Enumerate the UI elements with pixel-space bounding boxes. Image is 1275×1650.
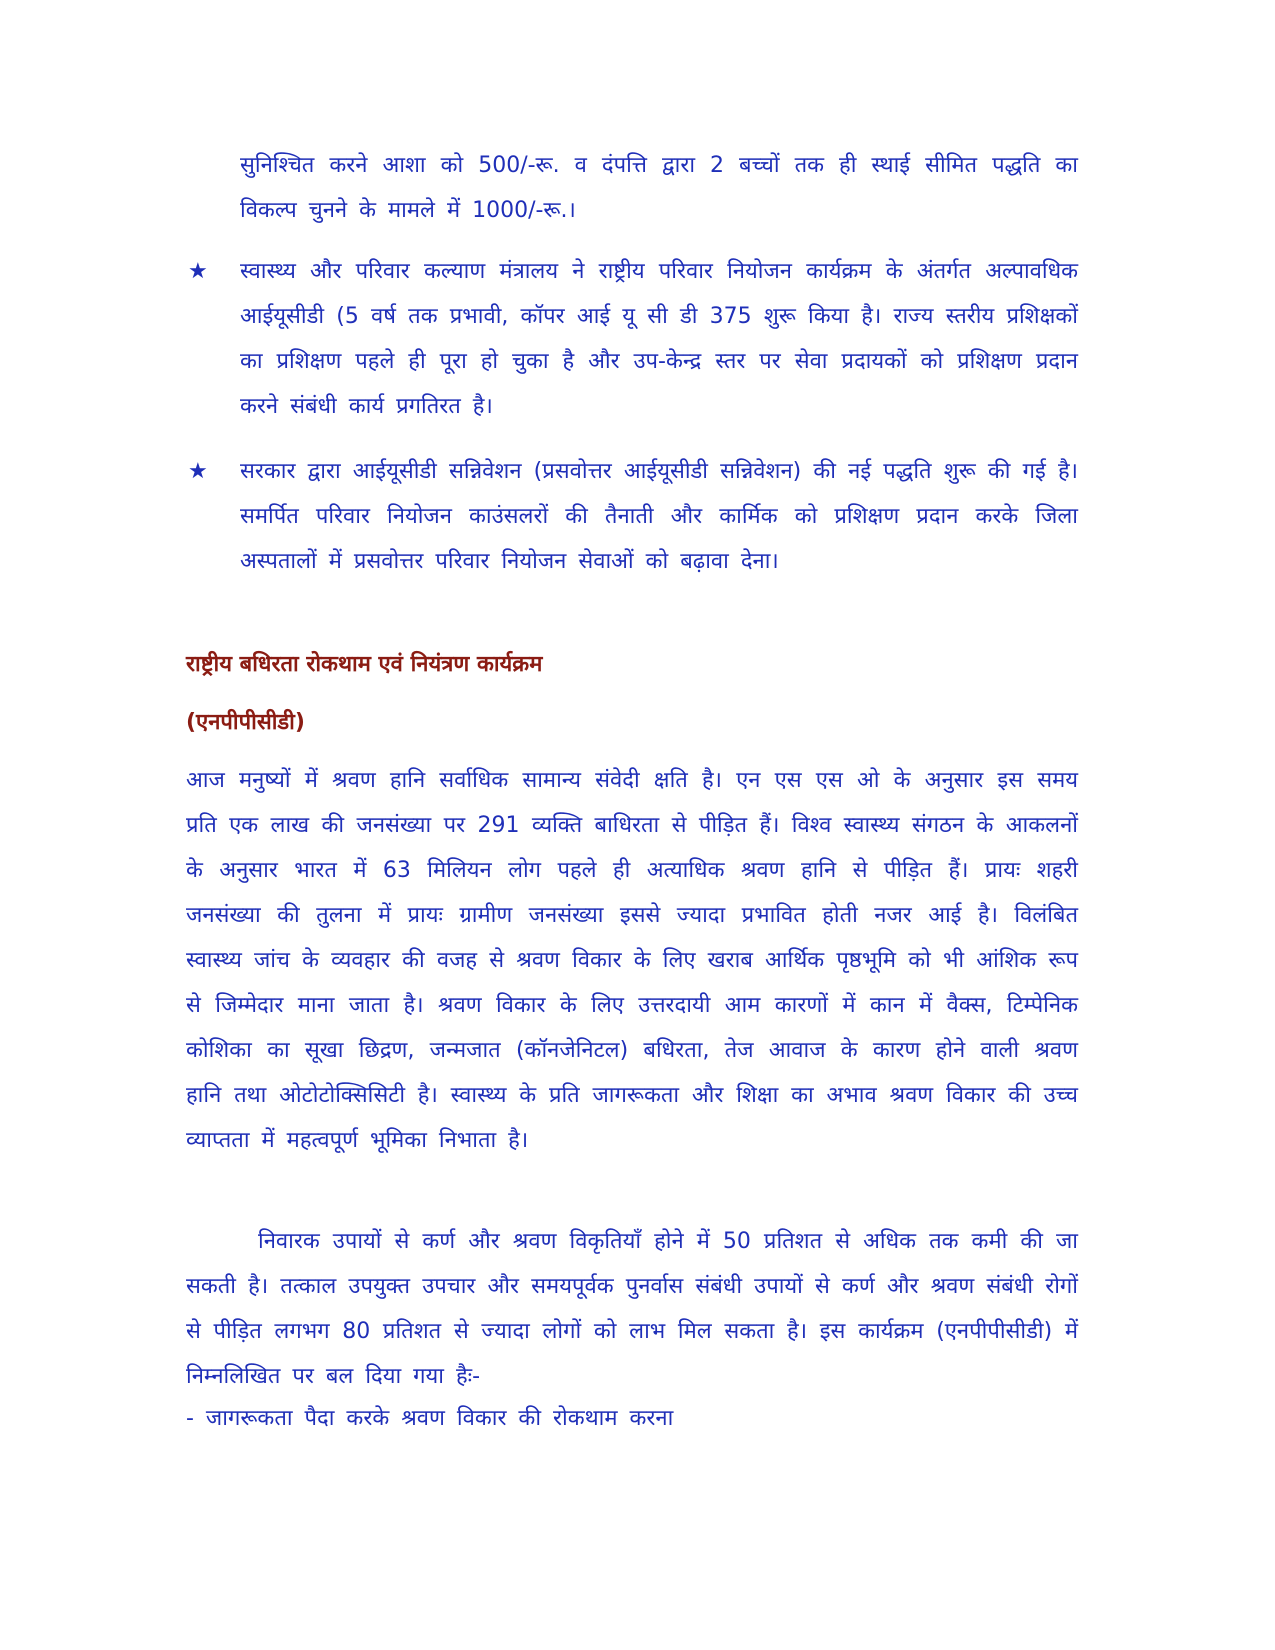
dash-list-item: - जागरूकता पैदा करके श्रवण विकार की रोकथाम करना xyxy=(186,1406,674,1431)
bullet-text: सरकार द्वारा आईयूसीडी सन्निवेशन (प्रसवोत्तर आईयूसीडी सन्निवेशन) की नई पद्धति शुरू की गई है। समर्पित परिवार नियोजन काउंसलरों की तैनाती और कार्मिक को प्रशिक्षण प्रदान करके जिला अस्पतालों में प्रसवोत्तर परिवार नियोजन सेवाओं को बढ़ावा देना। xyxy=(240,459,1078,574)
body-paragraph-1: आज मनुष्यों में श्रवण हानि सर्वाधिक सामान्य संवेदी क्षति है। एन एस एस ओ के अनुसार इस समय प्रति एक लाख की जनसंख्या पर 291 व्यक्ति बाधिरता से पीड़ित हैं। विश्व स्वास्थ्य संगठन के आकलनों के अनुसार भारत में 63 मिलियन लोग पहले ही अत्याधिक श्रवण हानि से पीड़ित हैं। प्रायः शहरी जनसंख्या की तुलना में प्रायः ग्रामीण जनसंख्या इससे ज्यादा प्रभावित होती नजर आई है। विलंबित स्वास्थ्य जांच के व्यवहार की वजह से श्रवण विकार के लिए खराब आर्थिक पृष्ठभूमि को भी आंशिक रूप से जिम्मेदार माना जाता है। श्रवण विकार के लिए उत्तरदायी आम कारणों में कान में वैक्स, टिम्पेनिक कोशिका का सूखा छिद्रण, जन्मजात (कॉनजेनिटल) बधिरता, तेज आवाज के कारण होने वाली श्रवण हानि तथा ओटोटोक्सिसिटी है। स्वास्थ्य के प्रति जागरूकता और शिक्षा का अभाव श्रवण विकार की उच्च व्याप्तता में महत्वपूर्ण भूमिका निभाता है। xyxy=(186,768,1079,1153)
section-heading: राष्ट्रीय बधिरता रोकथाम एवं नियंत्रण कार्यक्रम xyxy=(186,652,543,677)
body-paragraph-2: निवारक उपायों से कर्ण और श्रवण विकृतियाँ होने में 50 प्रतिशत से अधिक तक कमी की जा सकती है। तत्काल उपयुक्त उपचार और समयपूर्वक पुनर्वास संबंधी उपायों से कर्ण और श्रवण संबंधी रोगों से पीड़ित लगभग 80 प्रतिशत से ज्यादा लोगों को लाभ मिल सकता है। इस कार्यक्रम (एनपीपीसीडी) में निम्नलिखित पर बल दिया गया हैः- xyxy=(186,1229,1078,1389)
continuation-paragraph: सुनिश्चित करने आशा को 500/-रू. व दंपत्ति द्वारा 2 बच्चों तक ही स्थाई सीमित पद्धति का विकल्प चुनने के मामले में 1000/-रू.। xyxy=(240,153,1078,223)
section-subheading: (एनपीपीसीडी) xyxy=(186,710,305,735)
bullet-item xyxy=(188,449,1078,584)
bullet-text: स्वास्थ्य और परिवार कल्याण मंत्रालय ने राष्ट्रीय परिवार नियोजन कार्यक्रम के अंतर्गत अल्पावधिक आईयूसीडी (5 वर्ष तक प्रभावी, कॉपर आई यू सी डी 375 शुरू किया है। राज्य स्तरीय प्रशिक्षकों का प्रशिक्षण पहले ही पूरा हो चुका है और उप-केन्द्र स्तर पर सेवा प्रदायकों को प्रशिक्षण प्रदान करने संबंधी कार्य प्रगतिरत है। xyxy=(240,259,1078,419)
star-bullet-icon: ★ xyxy=(188,459,208,484)
star-bullet-icon: ★ xyxy=(188,259,208,284)
bullet-item xyxy=(188,249,1078,429)
